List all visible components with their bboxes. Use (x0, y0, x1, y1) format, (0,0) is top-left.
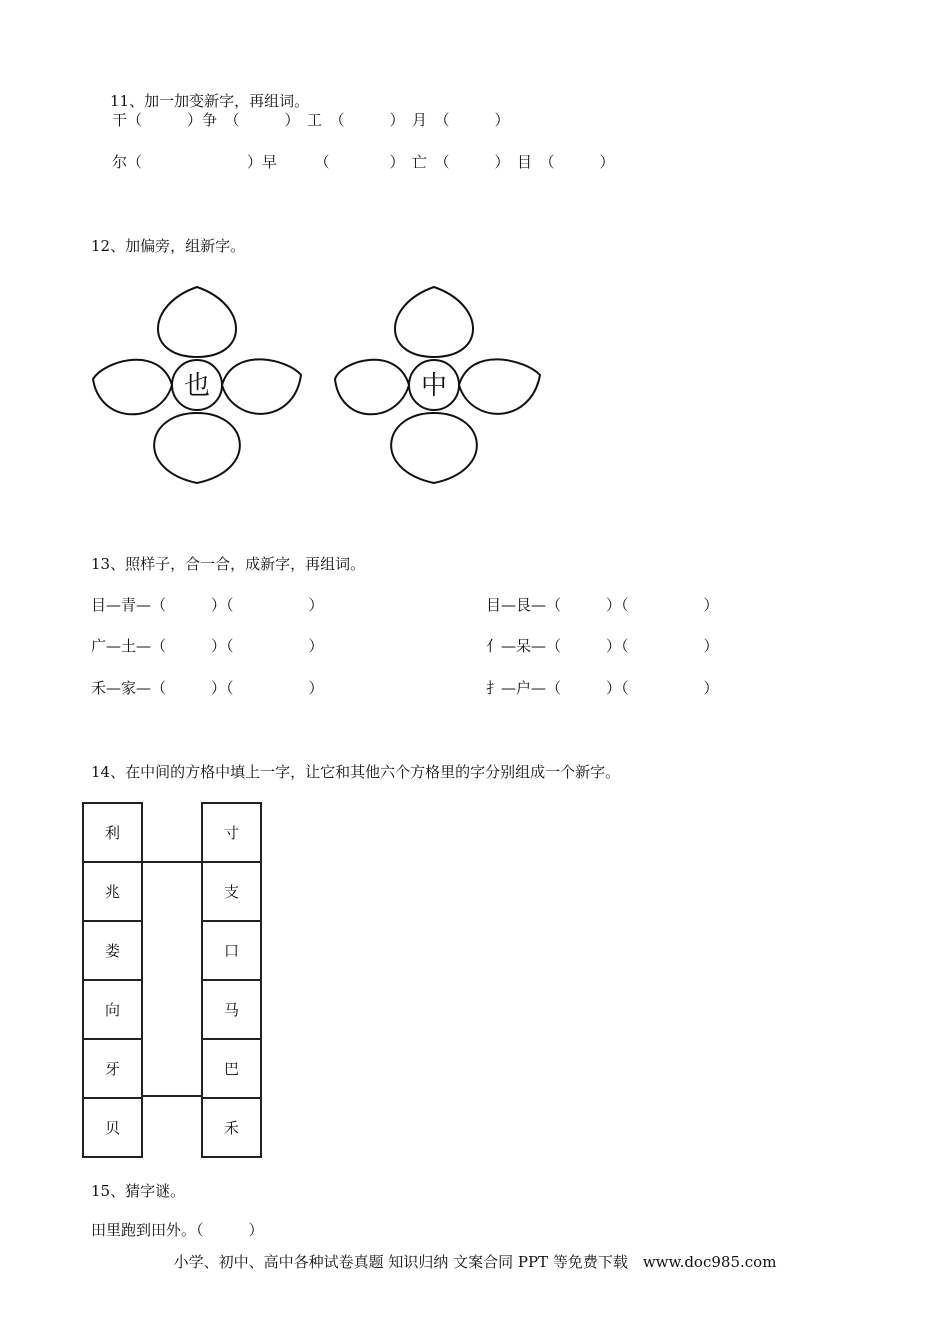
grid-cell: 支 (202, 862, 261, 921)
grid-cell: 兆 (83, 862, 142, 921)
q15-title: 15、猜字谜。 (91, 1182, 186, 1200)
q14-title: 14、在中间的方格中填上一字，让它和其他六个方格里的字分别组成一个新字。 (91, 763, 621, 781)
q13-left-row: 禾—家—（ ）（ ） (91, 679, 324, 697)
q15-riddle: 田里跑到田外。（ ） (91, 1221, 264, 1239)
grid-cell: 寸 (202, 803, 261, 862)
flower-2-char: 中 (420, 371, 448, 401)
grid-cell: 马 (202, 980, 261, 1039)
page-footer: 小学、初中、高中各种试卷真题 知识归纳 文案合同 PPT 等免费下载 www.doc985.com (173, 1253, 777, 1271)
grid-cell: 贝 (83, 1098, 142, 1157)
q13-right-row: 扌—户—（ ）（ ） (486, 679, 719, 697)
q14-right-column (201, 802, 262, 1158)
q13-right-row: 亻—呆—（ ）（ ） (486, 637, 719, 655)
q14-middle-connector-bottom (141, 1095, 201, 1097)
grid-cell: 牙 (83, 1039, 142, 1098)
q13-left-row: 目—青—（ ）（ ） (91, 596, 324, 614)
q14-middle-connector-top (141, 861, 201, 863)
q13-right-row: 目—艮—（ ）（ ） (486, 596, 719, 614)
grid-cell: 娄 (83, 921, 142, 980)
q11-row1: 干（ ）争 （ ） 工 （ ） 月 （ ） (112, 111, 510, 129)
q13-left-row: 广—土—（ ）（ ） (91, 637, 324, 655)
grid-cell: 向 (83, 980, 142, 1039)
q11-title: 11、加一加变新字，再组词。 (110, 92, 310, 110)
grid-cell: 口 (202, 921, 261, 980)
flower-2 (332, 285, 547, 485)
flower-1-char: 也 (183, 371, 211, 401)
grid-cell: 巴 (202, 1039, 261, 1098)
q13-title: 13、照样子，合一合，成新字，再组词。 (91, 555, 366, 573)
q12-title: 12、加偏旁，组新字。 (91, 237, 246, 255)
grid-cell: 禾 (202, 1098, 261, 1157)
flower-1 (90, 285, 305, 485)
q11-row2: 尔（ ）早 （ ） 亡 （ ） 目 （ ） (112, 153, 615, 171)
grid-cell: 利 (83, 803, 142, 862)
q14-left-column (82, 802, 143, 1158)
